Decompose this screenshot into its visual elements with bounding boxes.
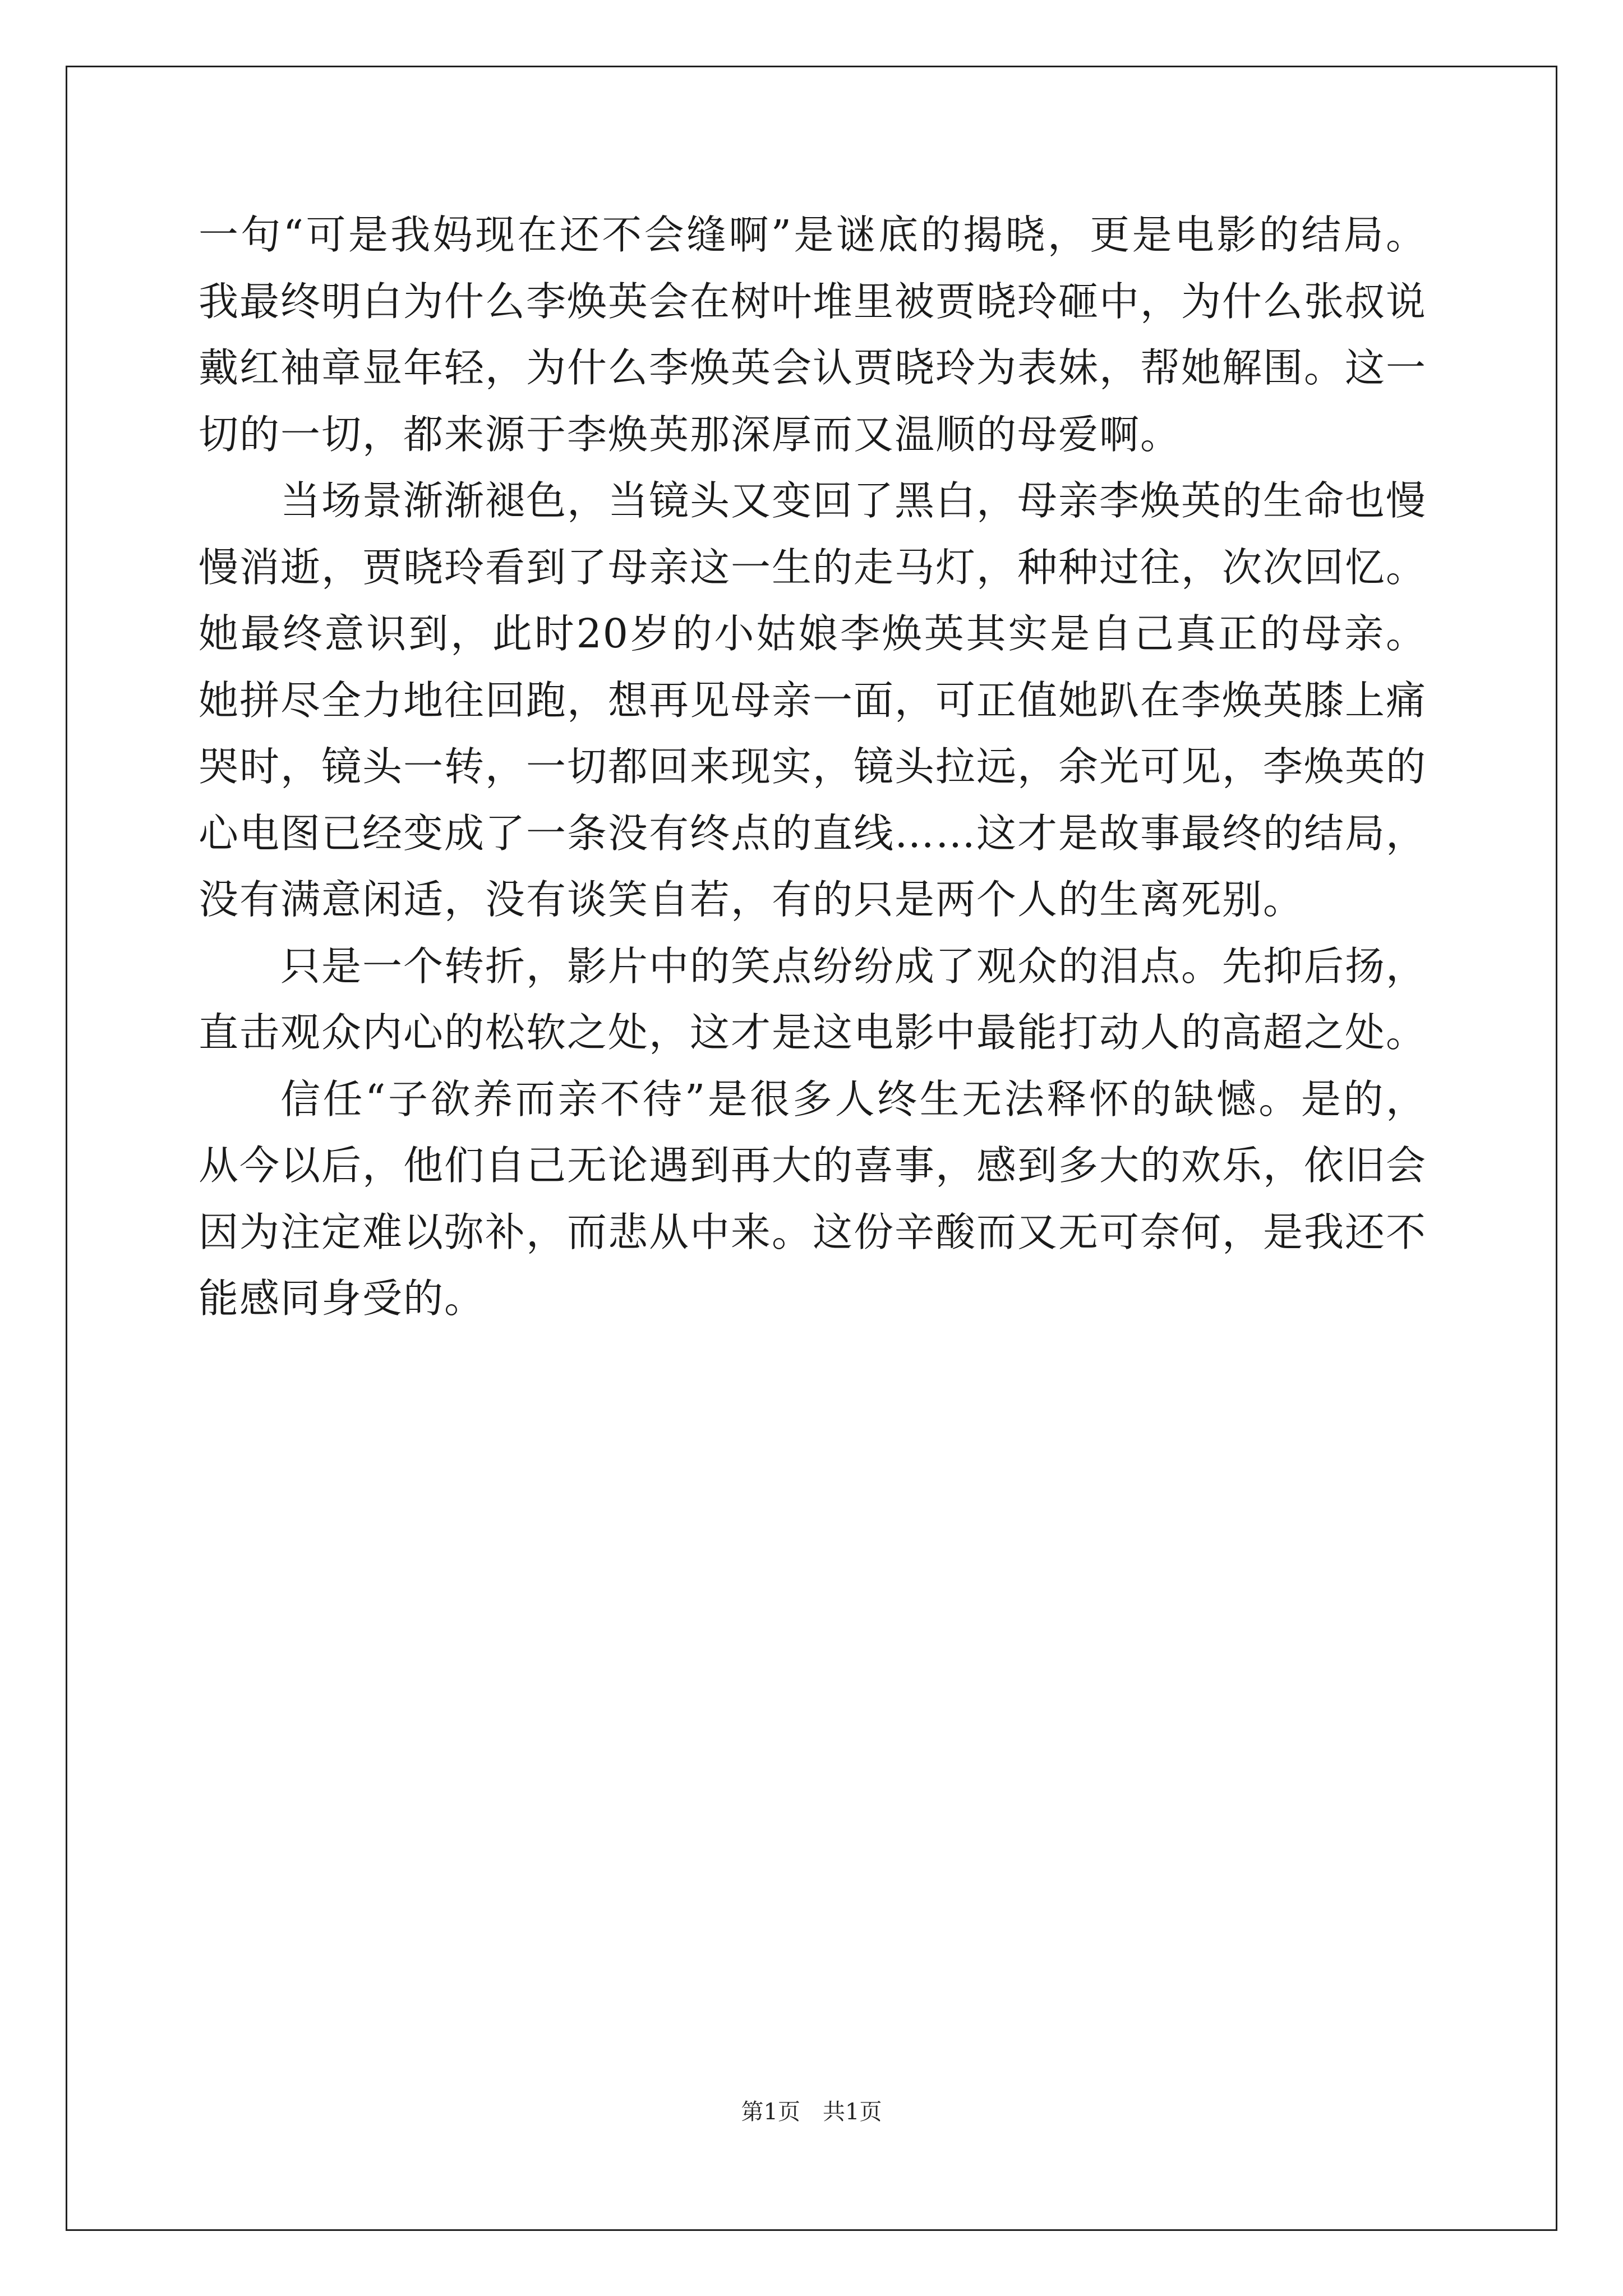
page-number-total: 共1页	[823, 2099, 882, 2125]
document-body	[199, 202, 1427, 1332]
paragraph-4: 信任“子欲养而亲不待”是很多人终生无法释怀的缺憾。是的，从今以后，他们自己无论遇到再大的喜事，感到多大的欢乐，依旧会因为注定难以弥补，而悲从中来。这份辛酸而又无可奈何，是我还不能感同身受的。	[199, 1075, 1427, 1322]
paragraph-1: 一句“可是我妈现在还不会缝啊”是谜底的揭晓，更是电影的结局。我最终明白为什么李焕英会在树叶堆里被贾晓玲砸中，为什么张叔说戴红袖章显年轻，为什么李焕英会认贾晓玲为表妹，帮她解围。这一切的一切，都来源于李焕英那深厚而又温顺的母爱啊。	[199, 211, 1427, 458]
paragraph-2: 当场景渐渐褪色，当镜头又变回了黑白，母亲李焕英的生命也慢慢消逝，贾晓玲看到了母亲这一生的走马灯，种种过往，次次回忆。她最终意识到，此时20岁的小姑娘李焕英其实是自己真正的母亲。她拼尽全力地往回跑，想再见母亲一面，可正值她趴在李焕英膝上痛哭时，镜头一转，一切都回来现实，镜头拉远，余光可见，李焕英的心电图已经变成了一条没有终点的直线……这才是故事最终的结局，没有满意闲适，没有谈笑自若，有的只是两个人的生离死别。	[199, 477, 1427, 923]
page-number-current: 第1页	[741, 2099, 800, 2125]
paragraph-3: 只是一个转折，影片中的笑点纷纷成了观众的泪点。先抑后扬，直击观众内心的松软之处，这才是这电影中最能打动人的高超之处。	[199, 942, 1427, 1056]
page-footer	[0, 2098, 1623, 2126]
